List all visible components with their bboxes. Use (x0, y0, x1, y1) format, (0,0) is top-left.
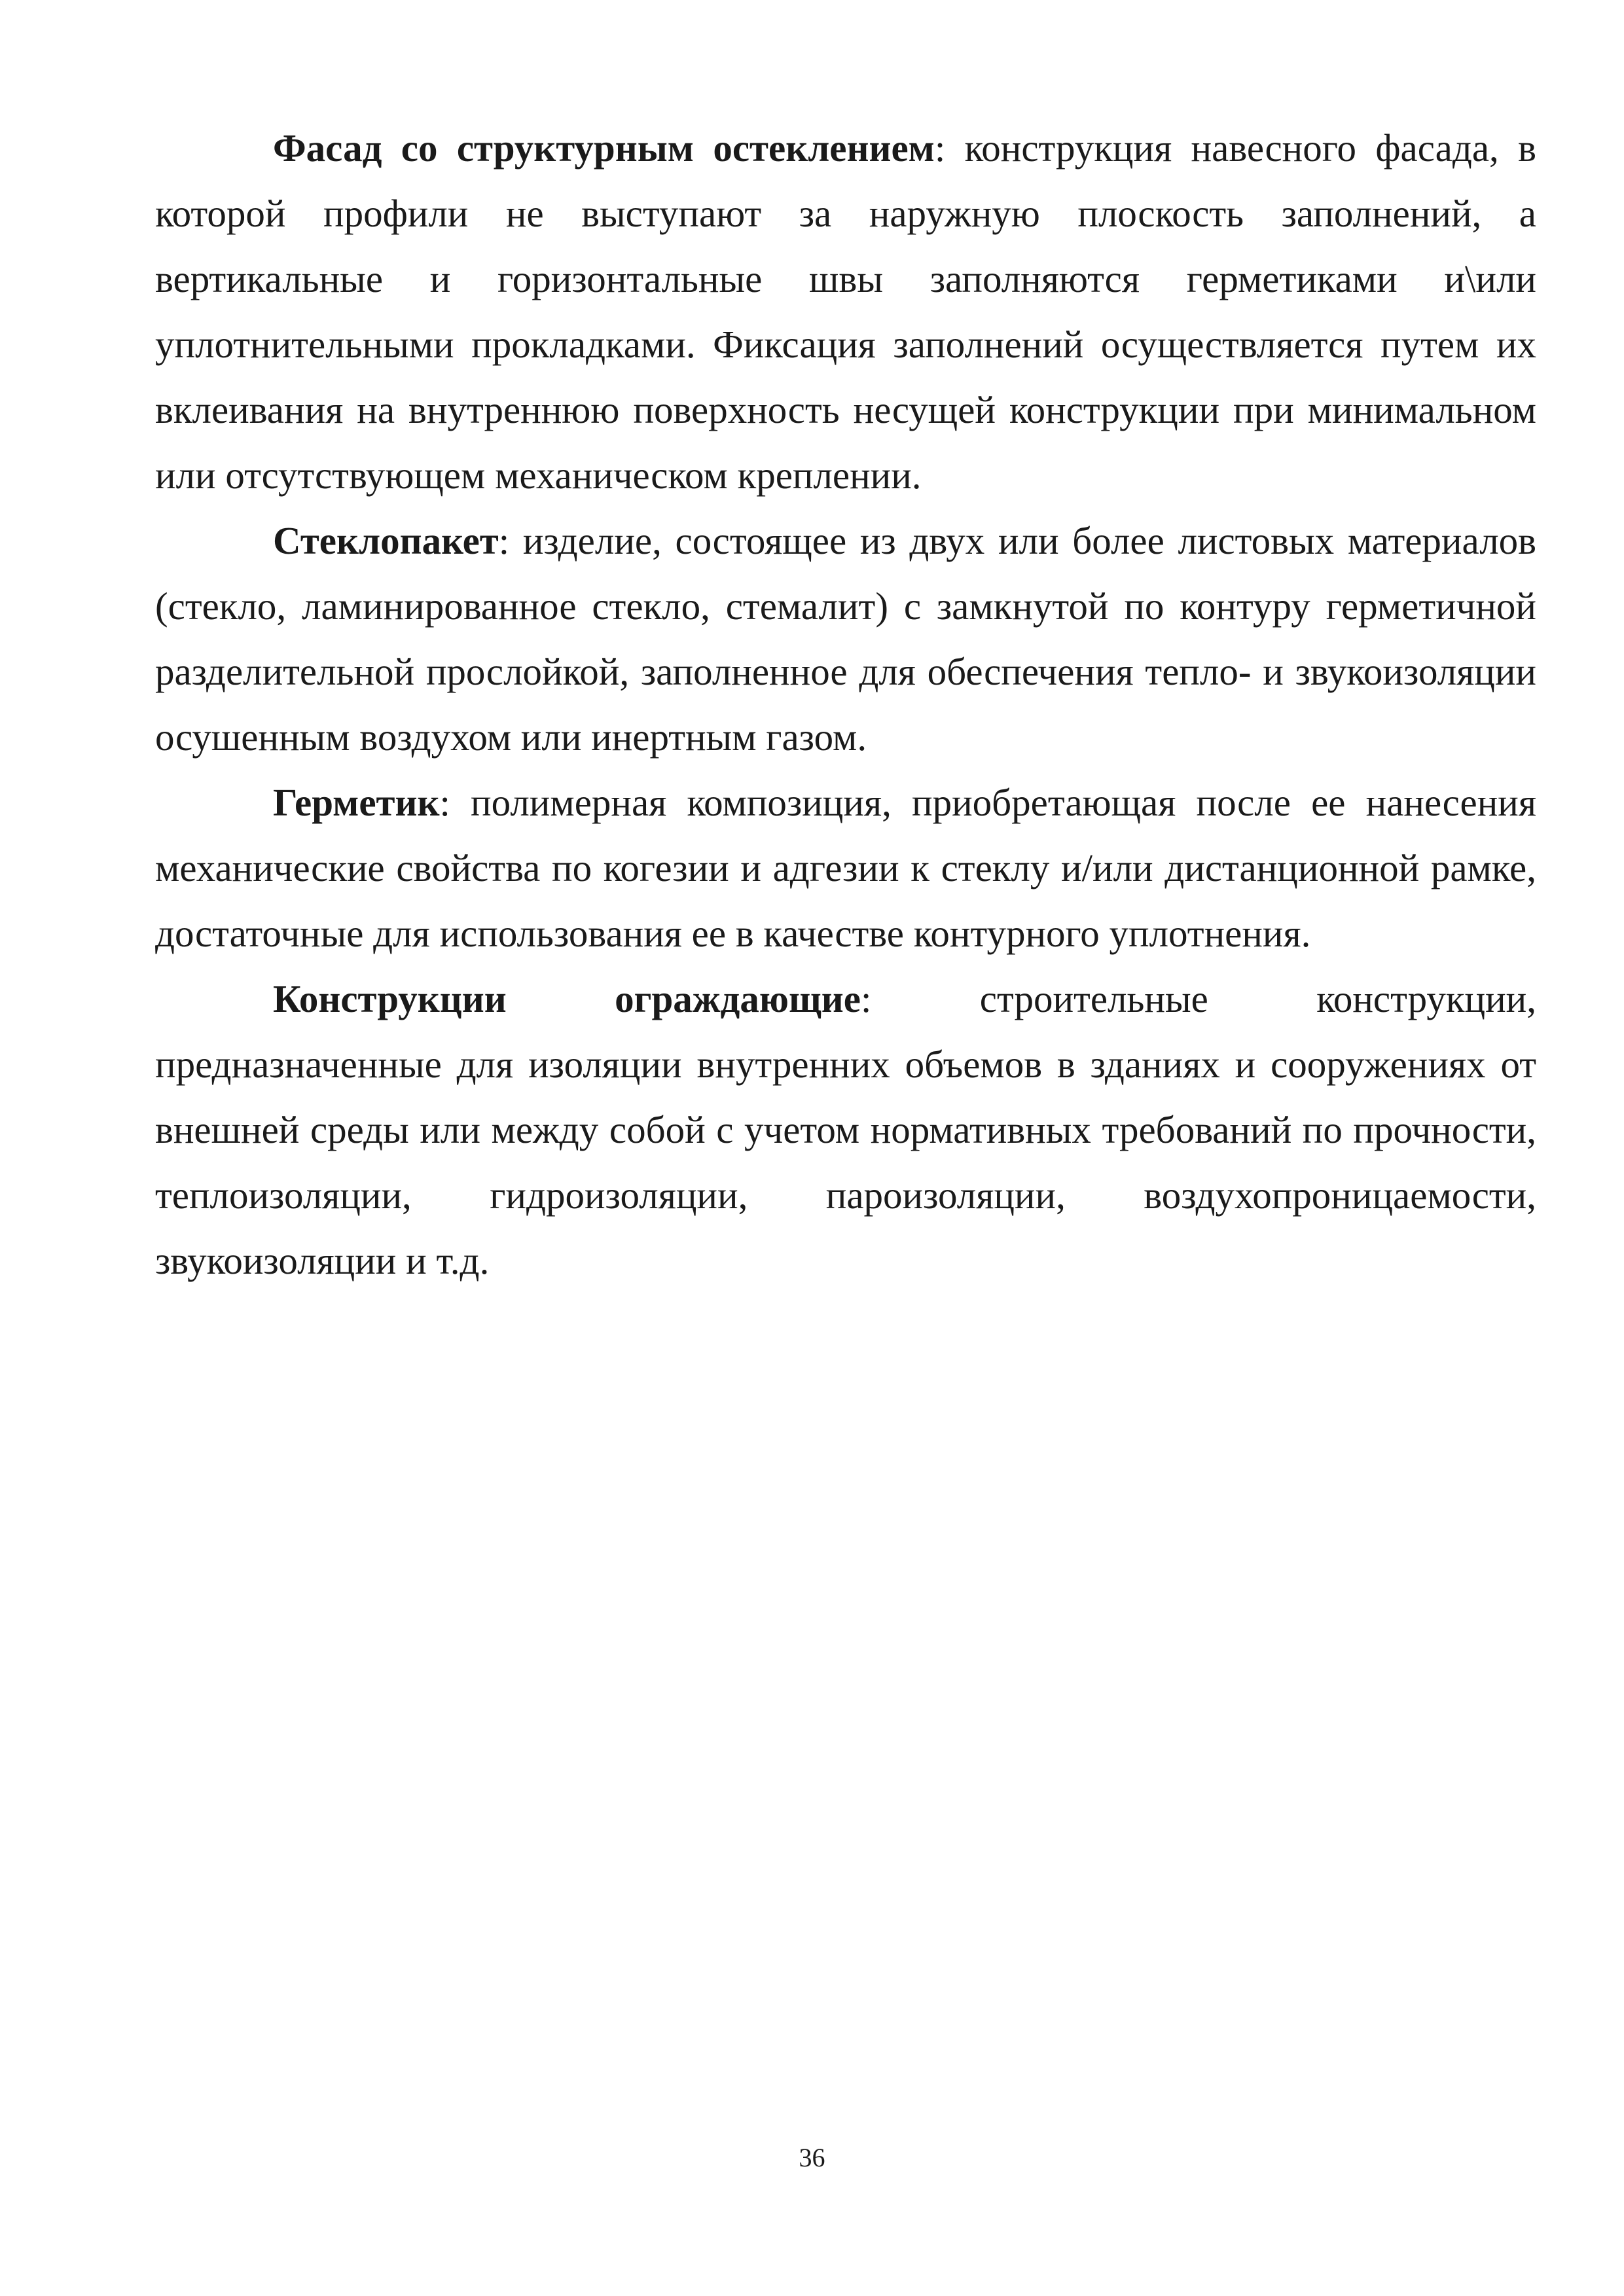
definition-paragraph (155, 115, 1536, 508)
definition-term: Фасад со структурным остеклением (273, 126, 935, 170)
definition-term: Стеклопакет (273, 519, 499, 562)
definition-term: Герметик (273, 781, 440, 824)
definition-paragraph (155, 508, 1536, 770)
page-content (155, 115, 1536, 1293)
page-number: 36 (799, 2143, 825, 2172)
definition-paragraph (155, 966, 1536, 1293)
definition-text: : строительные конструкции, предназначенные для изоляции внутренних объемов в зданиях и сооружениях от внешней среды или между собой с учетом нормативных требований по прочности, теплоизоляции, гидроизоляции, пароизоляции, воздухопроницаемости, звукоизоляции и т.д. (155, 977, 1536, 1282)
definition-term: Конструкции ограждающие (273, 977, 861, 1020)
definition-paragraph (155, 770, 1536, 966)
definition-text: : изделие, состоящее из двух или более листовых материалов (стекло, ламинированное стекло, стемалит) с замкнутой по контуру герметичной разделительной прослойкой, заполненное для обеспечения тепло- и звукоизоляции осушенным воздухом или инертным газом. (155, 519, 1536, 759)
definition-text: : конструкция навесного фасада, в которой профили не выступают за наружную плоскость заполнений, а вертикальные и горизонтальные швы заполняются герметиками и\или уплотнительными прокладками. Фиксация заполнений осуществляется путем их вклеивания на внутреннюю поверхность несущей конструкции при минимальном или отсутствующем механическом креплении. (155, 126, 1537, 497)
definition-text: : полимерная композиция, приобретающая после ее нанесения механические свойства по когезии и адгезии к стеклу и/или дистанционной рамке, достаточные для использования ее в качестве контурного уплотнения. (155, 781, 1536, 955)
